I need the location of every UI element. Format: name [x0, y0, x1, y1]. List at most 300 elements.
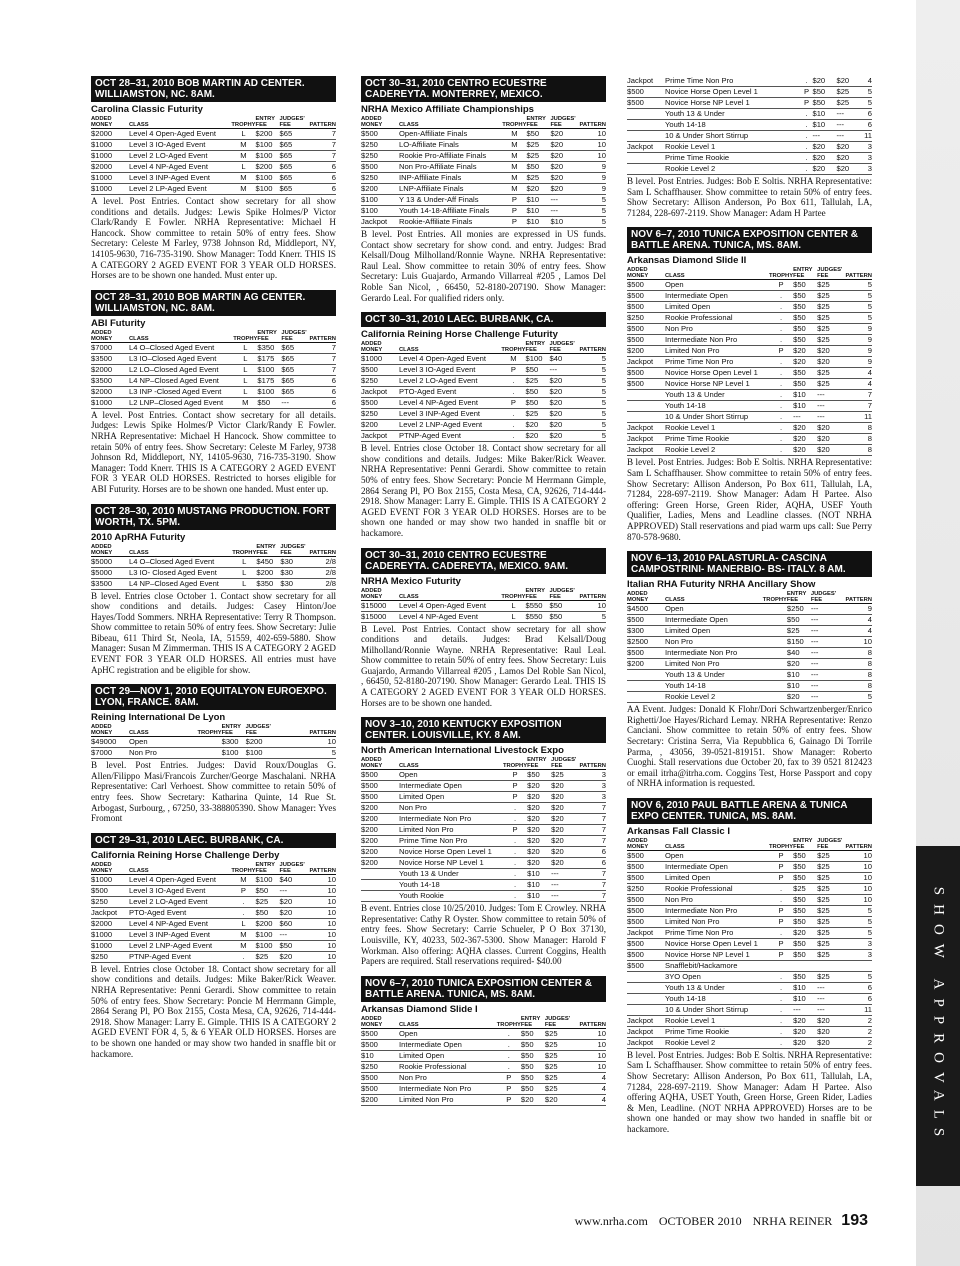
pattern-cell: 10: [842, 861, 872, 872]
class-level-cell: .: [501, 431, 525, 442]
class-name-cell: Non Pro: [665, 894, 769, 905]
pattern-cell: 11: [842, 1004, 872, 1015]
class-level-cell: P: [231, 885, 255, 896]
show-name: 2010 ApRHA Futurity: [91, 531, 186, 543]
header-added-money: [627, 267, 665, 280]
pattern-cell: 2/8: [306, 556, 336, 567]
class-name-cell: Youth Rookie: [399, 891, 503, 902]
added-money-cell: $500: [627, 335, 665, 346]
class-level-cell: .: [769, 357, 793, 368]
added-money-cell: $500: [627, 302, 665, 313]
judges-fee-cell: $25: [817, 894, 842, 905]
pattern-cell: 4: [842, 368, 872, 379]
column-1: [91, 76, 336, 1068]
table-row: [91, 375, 336, 386]
class-name-cell: Level 3 INP-Aged Event: [129, 173, 231, 184]
added-money-cell: $500: [361, 365, 399, 376]
added-money-cell: Jackpot: [627, 76, 665, 87]
header-money: MONEY: [91, 335, 113, 342]
header-trophy: [769, 838, 793, 851]
class-name-cell: Intermediate Open: [665, 615, 763, 626]
class-name-cell: 10 & Under Short Stirrup: [665, 412, 769, 423]
table-row: [627, 971, 872, 982]
table-row: [91, 567, 336, 578]
header-entry: ENTRY: [793, 837, 813, 844]
class-level-cell: .: [503, 891, 527, 902]
judges-fee-cell: ---: [836, 109, 860, 120]
entry-fee-cell: $200: [256, 162, 280, 173]
pattern-cell: 2: [842, 1015, 872, 1026]
class-name-cell: Youth 14-18: [665, 681, 763, 692]
show-listing: [91, 504, 336, 676]
class-level-cell: L: [231, 162, 255, 173]
class-name-cell: Level 2 LO-Aged Event: [399, 376, 501, 387]
header-class: CLASS: [665, 843, 685, 850]
entry-fee-cell: $50: [793, 905, 817, 916]
class-name-cell: Youth 14-18: [665, 401, 769, 412]
class-level-cell: .: [769, 302, 793, 313]
class-level-cell: L: [232, 556, 256, 567]
added-money-cell: $500: [627, 861, 665, 872]
added-money-cell: $1000: [91, 874, 129, 885]
class-name-cell: Novice Horse Open Level 1: [665, 368, 769, 379]
table-row: [91, 364, 336, 375]
pattern-cell: 5: [842, 313, 872, 324]
show-title: NOV 6, 2010 PAUL BATTLE ARENA & TUNICA EXPO CENTER. TUNICA, MS. 8AM.: [627, 798, 872, 824]
header-added: ADDED: [91, 329, 112, 336]
show-details: B level. Entries close October 18. Contact show secretary for all show conditions and details. Judges: Mike Baker/Rick Weaver. NRHA Representative: Penni Gerardi. Show committee to retain 50% of entry fees. Show Secretary: Poncie M Herrmann Gimple, 2864 Serang Pl, PO Box 2155, Costa Mesa, CA, 92626, 714-444-2918. Show Manager: Larry E. Gimple. THIS IS A CATEGORY 2 AGED EVENT FOR 3 YEAR OLD HORSES. Horses are to be shown one handed or may show two handed in snaffle bit or hackamore.: [361, 443, 606, 538]
judges-fee-cell: ---: [811, 659, 836, 670]
added-money-cell: [627, 412, 665, 423]
entry-fee-cell: $20: [787, 659, 811, 670]
judges-fee-cell: $25: [545, 1028, 570, 1039]
class-level-cell: P: [769, 938, 793, 949]
pattern-cell: 4: [836, 615, 872, 626]
header-entry-fee: [787, 591, 811, 604]
header-judges-fee: [551, 757, 576, 770]
judges-fee-cell: $25: [817, 291, 842, 302]
header-judges-fee: [550, 116, 575, 129]
header-money: MONEY: [91, 867, 113, 874]
pattern-cell: 4: [570, 1094, 606, 1105]
judges-fee-cell: $20: [545, 1094, 570, 1105]
class-level-cell: L: [233, 364, 257, 375]
class-name-cell: Limited Non Pro: [665, 346, 769, 357]
entry-fee-cell: $350: [256, 578, 280, 589]
class-name-cell: 10 & Under Short Stirrup: [665, 1004, 769, 1015]
show-details: B level. Entries close October 18. Contact show secretary for all show conditions and details. Judges: Mike Baker/Rick Weaver. NRHA Representative: Penni Gerardi. Show committee to retain 50% of entry fees. Show Secretary: Poncie M Herrmann Gimple, 2864 Serang Pl, PO Box 2155, Costa Mesa, CA, 92626, 714-444-2918. Show Manager: Larry E. Gimple. THIS IS A CATEGORY 2 AGED EVENT FOR 4, 5, & 6 YEAR OLD HORSES. Horses are to be shown one handed or may show two handed in snaffle bit or hackamore.: [91, 963, 336, 1059]
show-title: OCT 28–30, 2010 MUSTANG PRODUCTION. FORT WORTH, TX. 5PM.: [91, 504, 336, 530]
added-money-cell: [627, 993, 665, 1004]
class-name-cell: Level 2 LP-Aged Event: [129, 184, 231, 195]
added-money-cell: $200: [361, 847, 399, 858]
header-judges-fee: [280, 116, 305, 129]
show-details: B event. Entries close 10/25/2010. Judges: Tom E Crowley. NRHA Representative: Cathy R Oyster. Show committee to retain 50% of entry fees. Show Secretary: Carrie Schueler, P O Box 37130, Louisville, KY, 40233, 502-367-5300. Show Manager: Harold F Workman. Also offering: AQHA classes. Current Coggins, Health Papers are required. Stall reservations required- $40.00: [361, 903, 606, 967]
class-name-cell: Open: [129, 737, 197, 748]
class-level-cell: M: [231, 173, 255, 184]
entry-fee-cell: $100: [222, 748, 246, 759]
header-entry: ENTRY: [255, 116, 275, 122]
pattern-cell: 5: [860, 87, 872, 98]
header-added-money: [91, 724, 129, 737]
pattern-cell: 7: [842, 401, 872, 412]
table-row: [627, 379, 872, 390]
added-money-cell: Jackpot: [627, 423, 665, 434]
judges-fee-cell: $25: [545, 1050, 570, 1061]
class-level-cell: M: [231, 874, 255, 885]
header-trophy: [197, 724, 221, 737]
class-level-cell: P: [502, 217, 526, 228]
judges-fee-cell: $20: [817, 445, 842, 456]
class-name-cell: Non Pro: [399, 1072, 497, 1083]
added-money-cell: Jackpot: [627, 1026, 665, 1037]
class-name-cell: Level 3 IO-Aged Event: [129, 140, 231, 151]
added-money-cell: [361, 869, 399, 880]
table-row: [361, 600, 606, 611]
show-details: AA Event. Judges: Donald K Flohr/Dori Schwartzenberger/Enrico Righetti/Joe Hayes/Richard Lemay. NRHA Representative: Renzo Canciani. Show committee to retain 50% of entry fees. Show Secretary: Cristina Serra, Via Repubblica 6, Gainago Di Torrile Parma, , 43056, 39-0521-819151. Show Manager: Roberto Cuoghi. Stall reservations due October 20, fax to 39 0521 812423 or email itrha@itrha.com. Coggins Test, Horse Passport and copy of NRHA information is requested.: [627, 704, 872, 789]
entry-fee-cell: $20: [793, 445, 817, 456]
entry-fee-cell: $50: [257, 397, 281, 408]
header-money: MONEY: [361, 1021, 383, 1028]
entry-fee-cell: $10: [527, 869, 551, 880]
header-added-money: [361, 341, 399, 354]
table-row: [361, 195, 606, 206]
entry-fee-cell: $20: [812, 142, 836, 153]
added-money-cell: $1000: [361, 354, 399, 365]
pattern-cell: 5: [575, 354, 606, 365]
class-level-cell: .: [769, 1004, 793, 1015]
judges-fee-cell: ---: [811, 626, 836, 637]
judges-fee-cell: $65: [281, 386, 306, 397]
class-level-cell: .: [503, 869, 527, 880]
judges-fee-cell: $25: [817, 916, 842, 927]
class-table: [361, 757, 606, 902]
header-fee: FEE: [525, 347, 537, 354]
class-level-cell: .: [769, 1026, 793, 1037]
judges-fee-cell: $60: [280, 918, 305, 929]
table-row: [627, 692, 872, 703]
pattern-cell: 5: [575, 409, 606, 420]
pattern-cell: 2/8: [306, 567, 336, 578]
header-entry: ENTRY: [255, 861, 275, 868]
header-class: CLASS: [129, 867, 149, 874]
class-name-cell: Youth 13 & Under: [665, 109, 800, 120]
header-pattern: PATTERN: [579, 347, 606, 354]
added-money-cell: $200: [361, 803, 399, 814]
show-details: B Level. Post Entries. Contact show secretary for all show conditions and details. Judges: Brad Kelsall/Doug Milholland/Ronnie Wayne. NRHA Representative: Raul Leal. Show committee to retain 50% of entry fees. Show Secretary: Luis Guajardo, Armando Villarreal #205 , Lamos Del Roble San Nicol, , 66450, 52-8180-207190. Show Manager: Gerardo Leal. THIS IS A CATEGORY 2 AGED EVENT FOR 3 YEAR OLD HORSES. Horses are to be shown one handed.: [361, 623, 606, 708]
added-money-cell: $500: [627, 368, 665, 379]
show-details: B level. Post Entries. Judges: David Roux/Douglas G. Allen/Filippo Masi/Francois Zurcher/George Maschalani. NRHA Representative: Carl Verhoest. Show committee to retain 50% of entry fees. Show Secretary: Katharina Quinte, 14 Rue St. Arbogast, Surbourg, , 67250, 33-388805390. Show Manager: Yves Fromont: [91, 760, 336, 824]
pattern-cell: 6: [307, 375, 336, 386]
class-level-cell: P: [769, 916, 793, 927]
header-money: MONEY: [361, 763, 383, 770]
added-money-cell: [627, 982, 665, 993]
entry-fee-cell: $10: [526, 217, 550, 228]
table-row: [627, 982, 872, 993]
added-money-cell: $500: [361, 1072, 399, 1083]
judges-fee-cell: $65: [280, 140, 305, 151]
judges-fee-cell: ---: [280, 885, 305, 896]
pattern-cell: 9: [576, 173, 606, 184]
class-name-cell: Novice Horse Open Level 1: [665, 87, 800, 98]
show-details: A level. Post Entries. Contact show secretary for all show conditions and details. Judges: Lewis Spike Holmes/P Victor Clark/Randy E Fowler. NRHA Representative: Michael H Hancock. Show committee to retain 50% of entry fees. Show Secretary: Celeste M Farley, 9738 Johnson Rd, Middleport, NY, 14105-9630, 716-735-3190. Show Manager: Todd Knerr. THIS IS A CATEGORY 2 AGED EVENT FOR 3 YEAR OLD HORSES. Horses are to be shown one handed. Must enter up.: [91, 196, 336, 281]
class-name-cell: Limited Open: [399, 792, 503, 803]
judges-fee-cell: $50: [550, 600, 575, 611]
class-name-cell: Prime Time Rookie: [665, 434, 769, 445]
pattern-cell: 5: [576, 195, 606, 206]
added-money-cell: $250: [361, 376, 399, 387]
class-name-cell: PTO-Aged Event: [129, 907, 231, 918]
class-level-cell: [197, 737, 221, 748]
entry-fee-cell: $100: [256, 874, 280, 885]
judges-fee-cell: ---: [550, 195, 575, 206]
entry-fee-cell: $150: [787, 637, 811, 648]
added-money-cell: Jackpot: [627, 142, 665, 153]
table-row: [627, 938, 872, 949]
judges-fee-cell: ---: [811, 670, 836, 681]
added-money-cell: $10: [361, 1050, 399, 1061]
judges-fee-cell: $20: [550, 129, 575, 140]
class-table: [91, 724, 336, 759]
table-row: [627, 615, 872, 626]
entry-fee-cell: $100: [256, 173, 280, 184]
entry-fee-cell: $50: [521, 1072, 545, 1083]
added-money-cell: $500: [361, 129, 399, 140]
class-name-cell: Level 4 Open-Aged Event: [399, 354, 501, 365]
header-entry: ENTRY: [793, 267, 813, 274]
class-level-cell: [763, 626, 787, 637]
header-pattern: PATTERN: [579, 763, 606, 770]
pattern-cell: 3: [842, 949, 872, 960]
class-name-cell: Limited Open: [665, 872, 769, 883]
entry-fee-cell: $20: [812, 76, 836, 87]
show-name: North American International Livestock Expo: [361, 745, 564, 757]
table-row: [627, 681, 872, 692]
table-row: [627, 604, 872, 615]
table-row: [361, 858, 606, 869]
class-level-cell: L: [232, 578, 256, 589]
class-level-cell: M: [502, 140, 526, 151]
entry-fee-cell: $20: [793, 434, 817, 445]
entry-fee-cell: $100: [256, 151, 280, 162]
header-fee: FEE: [817, 843, 829, 850]
added-money-cell: $1000: [91, 173, 129, 184]
header-fee: FEE: [810, 597, 823, 604]
table-row: [627, 412, 872, 423]
entry-fee-cell: $25: [256, 896, 280, 907]
class-level-cell: .: [503, 836, 527, 847]
entry-fee-cell: $50: [793, 280, 817, 291]
added-money-cell: $7000: [91, 748, 129, 759]
pattern-cell: 7: [305, 129, 336, 140]
added-money-cell: $2000: [91, 918, 129, 929]
class-name-cell: 3YO Open: [665, 971, 769, 982]
pattern-cell: 10: [576, 129, 606, 140]
added-money-cell: $500: [627, 87, 665, 98]
entry-fee-cell: $550: [526, 611, 550, 622]
show-name: Arkansas Diamond Slide I: [361, 1003, 478, 1015]
judges-fee-cell: $20: [551, 847, 576, 858]
pattern-cell: 3: [860, 142, 872, 153]
entry-fee-cell: ---: [793, 1004, 817, 1015]
judges-fee-cell: ---: [817, 1004, 842, 1015]
class-name-cell: Youth 13 & Under: [665, 982, 769, 993]
header-judges: JUDGES': [544, 1015, 571, 1022]
entry-fee-cell: $50: [526, 365, 550, 376]
judges-fee-cell: $25: [545, 1072, 570, 1083]
entry-fee-cell: $10: [812, 120, 836, 131]
judges-fee-cell: $10: [550, 217, 575, 228]
header-judges: JUDGES': [549, 587, 575, 594]
header-fee: FEE: [793, 273, 805, 280]
header-added: ADDED: [627, 591, 648, 598]
show-name: ABI Futurity: [91, 317, 146, 329]
class-level-cell: [763, 604, 787, 615]
judges-fee-cell: $25: [817, 861, 842, 872]
table-row: [627, 434, 872, 445]
table-row: [91, 162, 336, 173]
show-name: California Reining Horse Challenge Derby: [91, 849, 280, 861]
pattern-cell: 5: [842, 280, 872, 291]
header-judges-fee: [817, 838, 842, 851]
header-pattern: PATTERN: [845, 273, 872, 280]
entry-fee-cell: $100: [256, 940, 280, 951]
class-name-cell: Intermediate Open: [665, 861, 769, 872]
class-level-cell: .: [503, 858, 527, 869]
added-money-cell: Jackpot: [627, 1015, 665, 1026]
added-money-cell: $300: [627, 626, 665, 637]
header-trophy: [501, 341, 525, 354]
class-level-cell: .: [769, 927, 793, 938]
added-money-cell: $200: [627, 659, 665, 670]
entry-fee-cell: $50: [521, 1050, 545, 1061]
pattern-cell: 8: [842, 434, 872, 445]
class-name-cell: Rookie Level 1: [665, 423, 769, 434]
table-row: [91, 556, 336, 567]
show-name: NRHA Mexico Futurity: [361, 575, 461, 587]
pattern-cell: 10: [305, 929, 336, 940]
header-trophy: [763, 591, 787, 604]
judges-fee-cell: ---: [811, 681, 836, 692]
class-level-cell: .: [497, 1050, 521, 1061]
class-name-cell: Novice Horse NP Level 1: [665, 98, 800, 109]
entry-fee-cell: $20: [793, 927, 817, 938]
entry-fee-cell: $50: [793, 324, 817, 335]
table-row: [361, 1061, 606, 1072]
pattern-cell: 5: [575, 365, 606, 376]
class-name-cell: Rookie Professional: [665, 883, 769, 894]
class-name-cell: Prime Time Non Pro: [665, 357, 769, 368]
added-money-cell: $500: [361, 770, 399, 781]
entry-fee-cell: $20: [812, 153, 836, 164]
added-money-cell: $2000: [91, 129, 129, 140]
added-money-cell: $5000: [91, 567, 129, 578]
pattern-cell: 8: [836, 681, 872, 692]
judges-fee-cell: $20: [836, 164, 860, 175]
entry-fee-cell: $50: [527, 770, 551, 781]
header-added-money: [361, 1016, 399, 1029]
class-level-cell: .: [769, 368, 793, 379]
header-trophy-label: TROPHY: [762, 597, 787, 604]
class-level-cell: .: [800, 76, 812, 87]
table-row: [627, 390, 872, 401]
class-name-cell: Level 4 Open-Aged Event: [129, 129, 231, 140]
table-row: [627, 850, 872, 861]
judges-fee-cell: ---: [817, 412, 842, 423]
entry-fee-cell: $50: [793, 861, 817, 872]
class-name-cell: L4 O–Closed Aged Event: [129, 342, 233, 353]
show-details: A level. Post Entries. Contact show secretary for all details. Judges: Lewis Spike Holmes/P Victor Clark/Randy E Fowler. NRHA Representative: Michael H Hancock. Show committee to retain 50% of entry fees. Show Secretary: Celeste M Farley, 9738 Johnson Rd, Middleport, NY, 14105-9630, 716-735-3190. Show Manager: Todd Knerr. THIS IS A CATEGORY 2 AGED EVENT FOR 3 YEAR OLD HORSES. Restricted to horses eligible for ABI Futurity. Horses are to be shown one handed. Must enter up.: [91, 409, 336, 494]
show-title: OCT 29—NOV 1, 2010 EQUITALYON EUROEXPO. LYON, FRANCE. 8AM.: [91, 684, 336, 710]
judges-fee-cell: $20: [817, 357, 842, 368]
added-money-cell: $500: [627, 938, 665, 949]
header-judges-fee: [281, 330, 306, 343]
show-title: OCT 30–31, 2010 CENTRO ECUESTRE CADEREYTA. CADEREYTA, MEXICO. 9AM.: [361, 548, 606, 574]
judges-fee-cell: $25: [817, 280, 842, 291]
added-money-cell: $4500: [627, 604, 665, 615]
entry-fee-cell: $10: [526, 206, 550, 217]
table-row: [627, 335, 872, 346]
table-row: [627, 324, 872, 335]
class-table: [91, 544, 336, 590]
class-name-cell: Level 4 NP-Aged Event: [129, 162, 231, 173]
table-row: [91, 184, 336, 195]
show-details: B level. Post Entries. Judges: Bob E Soltis. NRHA Representative: Sam L Schaffhauser. Show committee to retain 50% of entry fees. Show Secretary: Allison Anderson, Po Box 611, Tallulah, LA, 71284, 228-697-2119. Show Manager: Adam H Partee: [627, 176, 872, 218]
pattern-cell: 8: [836, 670, 872, 681]
class-level-cell: .: [769, 423, 793, 434]
header-entry-fee: [793, 838, 817, 851]
pattern-cell: 3: [576, 781, 606, 792]
judges-fee-cell: $50: [280, 940, 305, 951]
entry-fee-cell: $10: [812, 109, 836, 120]
class-level-cell: .: [769, 313, 793, 324]
class-level-cell: .: [497, 1061, 521, 1072]
class-level-cell: P: [503, 792, 527, 803]
class-name-cell: LNP-Affiliate Finals: [399, 184, 502, 195]
table-row: [627, 142, 872, 153]
page-footer: [567, 1212, 868, 1230]
class-name-cell: Intermediate Open: [399, 1039, 497, 1050]
table-row: [361, 173, 606, 184]
table-row: [627, 120, 872, 131]
judges-fee-cell: ---: [811, 637, 836, 648]
class-name-cell: Intermediate Non Pro: [665, 905, 769, 916]
judges-fee-cell: $20: [551, 803, 576, 814]
class-level-cell: P: [503, 781, 527, 792]
class-level-cell: L: [501, 611, 525, 622]
table-row: [361, 1039, 606, 1050]
show-listing: [627, 227, 872, 542]
entry-fee-cell: $25: [526, 173, 550, 184]
class-name-cell: Non Pro: [129, 748, 197, 759]
pattern-cell: [842, 960, 872, 971]
judges-fee-cell: $25: [817, 949, 842, 960]
added-money-cell: $500: [627, 872, 665, 883]
entry-fee-cell: $20: [787, 692, 811, 703]
added-money-cell: [627, 120, 665, 131]
entry-fee-cell: $20: [812, 164, 836, 175]
pattern-cell: 10: [842, 872, 872, 883]
judges-fee-cell: [817, 960, 842, 971]
judges-fee-cell: $25: [545, 1039, 570, 1050]
header-pattern: PATTERN: [845, 843, 872, 850]
table-row: [361, 781, 606, 792]
class-level-cell: .: [231, 951, 255, 962]
added-money-cell: [627, 131, 665, 142]
class-name-cell: Level 2 LNP-Aged Event: [399, 420, 501, 431]
entry-fee-cell: $10: [793, 390, 817, 401]
header-class: CLASS: [129, 730, 149, 737]
